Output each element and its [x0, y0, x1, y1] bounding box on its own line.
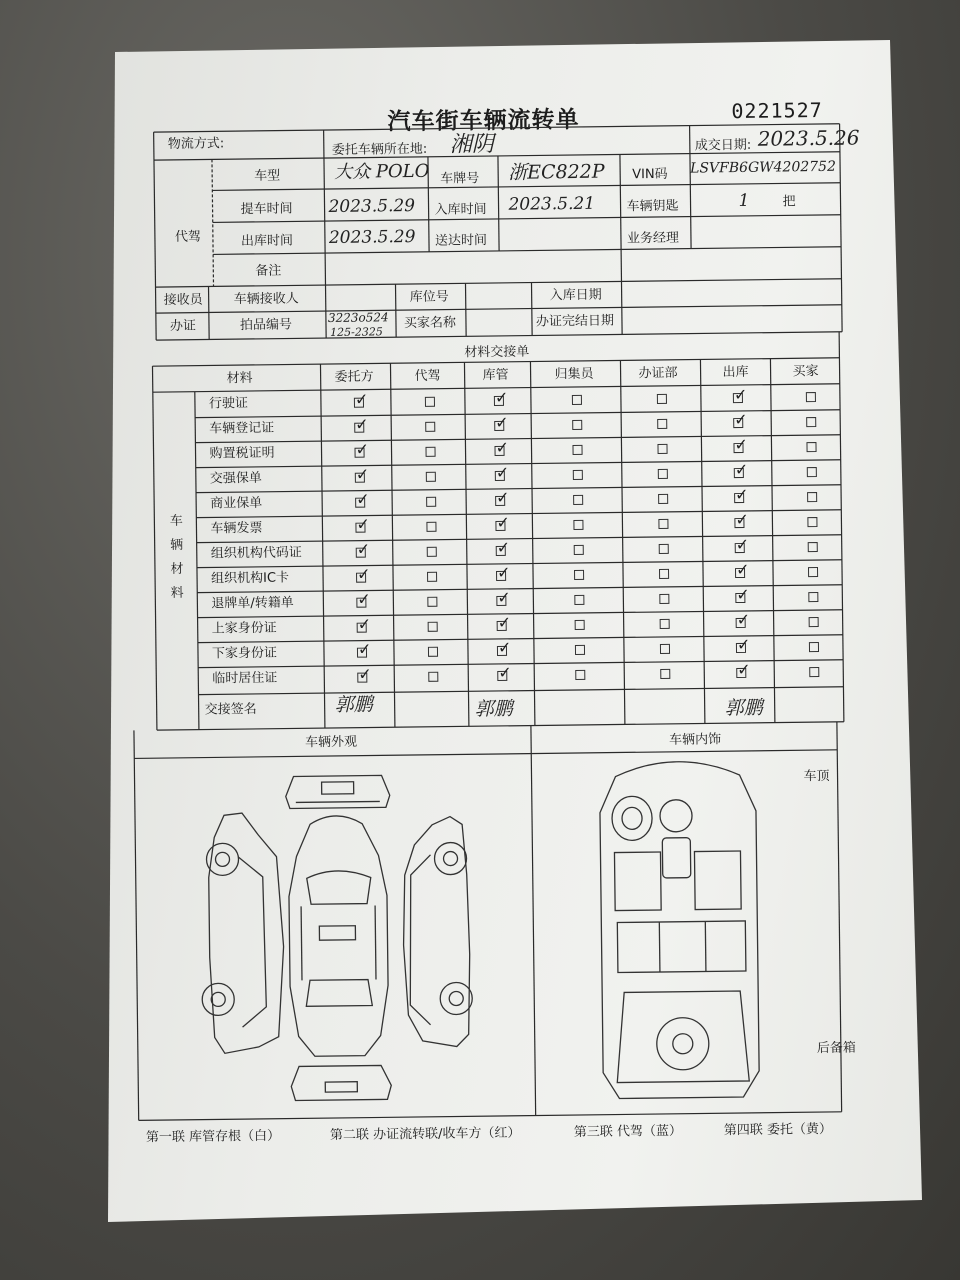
check-mark-icon: ✓: [736, 634, 751, 655]
materials-col-buyer: 买家: [792, 364, 819, 380]
manager-label: 业务经理: [626, 230, 680, 247]
check-mark-icon: ✓: [497, 587, 511, 607]
check-mark-icon: ✓: [354, 389, 369, 409]
plate-value: 浙EC822P: [508, 160, 605, 184]
materials-col-driver: 代驾: [414, 368, 441, 384]
cert-section-label: 办证: [169, 318, 197, 334]
check-mark-icon: ✓: [733, 384, 748, 405]
check-mark-icon: ✓: [495, 412, 509, 432]
material-row-label: 购置税证明: [209, 445, 275, 462]
interior-title: 车辆内饰: [669, 732, 722, 748]
form-serial-number: 0221527: [731, 97, 823, 124]
car-top-view: [288, 815, 389, 1056]
remark-label: 备注: [255, 263, 282, 279]
check-mark-icon: ✓: [495, 462, 510, 482]
check-mark-icon: ✓: [355, 439, 370, 459]
deal-date-label: 成交日期:: [694, 137, 752, 154]
check-mark-icon: ✓: [495, 437, 510, 457]
keys-unit: 把: [782, 194, 796, 210]
steering-wheel: [612, 796, 653, 840]
in-date-label: 入库日期: [549, 287, 602, 304]
vehicle-location-value: 湘阴: [449, 131, 494, 158]
material-row-label: 行驶证: [208, 396, 249, 412]
trunk-label: 后备箱: [816, 1040, 856, 1057]
check-mark-icon: ✓: [734, 434, 749, 455]
deal-date-value: 2023.5.26: [757, 125, 860, 151]
materials-col-cert-dept: 办证部: [638, 365, 678, 382]
check-mark-icon: ✓: [495, 487, 510, 507]
footer-copy-4: 第四联 委托（黄）: [723, 1121, 833, 1139]
material-row-label: 组织机构代码证: [210, 545, 302, 562]
logistics-label: 物流方式:: [167, 136, 225, 152]
pickup-time-label: 提车时间: [240, 201, 293, 218]
model-label: 车型: [254, 168, 281, 184]
check-mark-icon: ✓: [737, 659, 751, 680]
car-left-side-view: [208, 813, 285, 1054]
check-mark-icon: ✓: [356, 564, 371, 584]
exterior-title: 车辆外观: [305, 734, 358, 751]
lot-label: 拍品编号: [239, 317, 293, 334]
check-mark-icon: ✓: [497, 612, 512, 632]
out-time-label: 出库时间: [240, 233, 294, 250]
handover-sign-label: 交接签名: [204, 701, 257, 718]
materials-col-client: 委托方: [334, 369, 374, 385]
roof-label: 车顶: [803, 768, 830, 785]
keys-label: 车辆钥匙: [626, 198, 679, 215]
lot-value-line1: 3223o524: [327, 310, 389, 326]
material-row-label: 退牌单/转籍单: [211, 595, 294, 612]
materials-side-label: 车辆材料: [169, 513, 184, 601]
spare-wheel: [656, 1017, 709, 1070]
check-mark-icon: ✓: [496, 512, 510, 532]
materials-col-warehouse: 库管: [482, 367, 509, 384]
check-mark-icon: ✓: [355, 414, 369, 434]
slot-label: 库位号: [409, 289, 449, 306]
vin-value: LSVFB6GW4202752: [690, 158, 837, 177]
material-row-label: 下家身份证: [211, 645, 278, 662]
materials-col-collector: 归集员: [554, 366, 594, 383]
check-mark-icon: ✓: [356, 489, 370, 509]
keys-value: 1: [738, 190, 750, 211]
signature-outbound: 郭鹏: [724, 696, 763, 720]
exterior-diagram: [200, 774, 474, 1101]
driver-section-label: 代驾: [174, 229, 202, 245]
lot-value-line2: 125-2325: [330, 325, 383, 339]
material-row-label: 商业保单: [210, 495, 263, 512]
signature-warehouse: 郭鹏: [474, 697, 513, 721]
check-mark-icon: ✓: [734, 459, 749, 480]
plate-label: 车牌号: [440, 171, 480, 187]
pickup-time-value: 2023.5.29: [328, 195, 416, 218]
interior-diagram: [599, 761, 759, 1099]
rear-bench: [617, 921, 746, 973]
done-date-label: 办证完结日期: [535, 313, 615, 330]
material-row-label: 组织机构IC卡: [210, 570, 290, 587]
buyer-label: 买家名称: [403, 315, 457, 332]
check-mark-icon: ✓: [734, 409, 748, 430]
check-mark-icon: ✓: [356, 539, 371, 559]
check-mark-icon: ✓: [736, 584, 750, 605]
front-left-seat: [614, 852, 661, 911]
delivery-time-label: 送达时间: [434, 233, 488, 249]
vehicle-location-label: 委托车辆所在地:: [331, 141, 428, 158]
check-mark-icon: ✓: [736, 609, 751, 630]
check-mark-icon: ✓: [496, 562, 511, 582]
signature-client: 郭鹏: [334, 693, 373, 716]
check-mark-icon: ✓: [357, 639, 372, 659]
materials-col-material: 材料: [226, 370, 253, 387]
check-mark-icon: ✓: [735, 559, 750, 580]
material-row-label: 上家身份证: [211, 620, 277, 637]
material-row-label: 车辆发票: [210, 520, 263, 537]
check-mark-icon: ✓: [734, 484, 749, 505]
receiver-label: 车辆接收人: [233, 291, 299, 308]
check-mark-icon: ✓: [496, 537, 511, 557]
front-right-seat: [694, 851, 741, 910]
check-mark-icon: ✓: [735, 509, 749, 530]
check-mark-icon: ✓: [498, 662, 512, 682]
model-value: 大众 POLO: [334, 160, 430, 183]
receiver-section-label: 接收员: [163, 292, 203, 309]
check-mark-icon: ✓: [358, 664, 372, 684]
out-time-value: 2023.5.29: [328, 226, 416, 248]
car-interior-outline: [599, 761, 759, 1099]
material-row-label: 车辆登记证: [209, 420, 275, 437]
car-front-view: [286, 775, 390, 808]
check-mark-icon: ✓: [357, 614, 372, 634]
storage-time-label: 入库时间: [434, 202, 487, 218]
form-title: 汽车街车辆流转单: [387, 106, 580, 136]
storage-time-value: 2023.5.21: [508, 193, 596, 215]
vin-label: VIN码: [632, 166, 668, 183]
car-rear-view: [291, 1065, 391, 1100]
footer-copy-2: 第二联 办证流转联/收车方（红）: [329, 1125, 521, 1144]
check-mark-icon: ✓: [357, 589, 371, 609]
check-mark-icon: ✓: [494, 387, 509, 407]
material-row-label: 临时居住证: [212, 670, 278, 687]
check-mark-icon: ✓: [356, 514, 370, 534]
check-mark-icon: ✓: [355, 464, 370, 484]
check-mark-icon: ✓: [735, 534, 750, 555]
material-row-label: 交强保单: [209, 470, 262, 487]
materials-section-title: 材料交接单: [464, 344, 530, 361]
materials-col-outbound: 出库: [722, 364, 749, 381]
check-mark-icon: ✓: [497, 637, 512, 657]
footer-copy-1: 第一联 库管存根（白）: [145, 1128, 281, 1146]
trunk-area: [616, 991, 749, 1083]
footer-copy-3: 第三联 代驾（蓝）: [573, 1123, 683, 1141]
